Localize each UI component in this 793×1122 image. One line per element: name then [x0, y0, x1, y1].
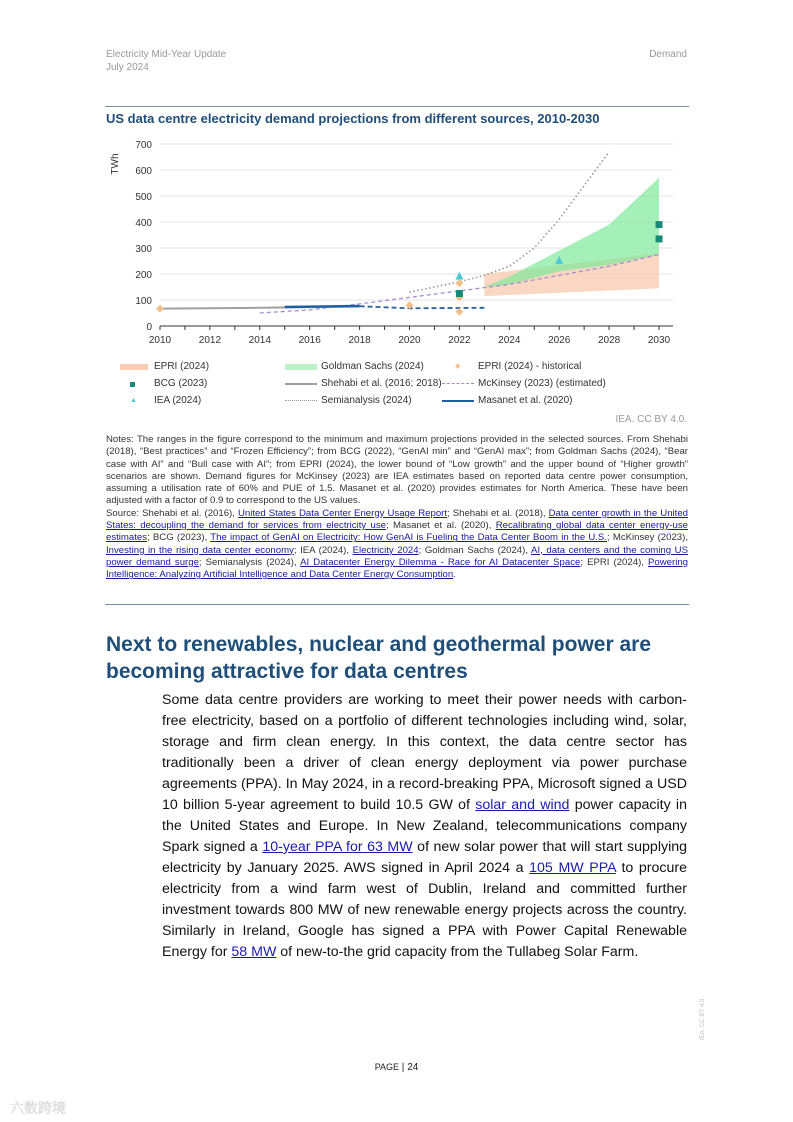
- point-iea: [455, 272, 463, 280]
- source-text: ; Semianalysis (2024),: [198, 556, 301, 568]
- source-link[interactable]: Electricity 2024: [352, 544, 419, 556]
- x-tick-label: 2010: [148, 335, 172, 346]
- legend-item: [285, 358, 442, 375]
- figure-bottom-rule: [105, 604, 689, 605]
- point-bcg: [656, 221, 663, 228]
- legend-col-1: [118, 358, 209, 409]
- x-tick-label: 2016: [298, 335, 321, 346]
- source-text: ; Goldman Sachs (2024),: [418, 544, 532, 556]
- legend-swatch: [285, 396, 317, 406]
- x-tick-label: 2028: [597, 335, 621, 346]
- source-link[interactable]: Investing in the rising data center economy: [106, 544, 294, 556]
- x-tick-label: 2012: [198, 335, 222, 346]
- legend-item: [442, 375, 606, 392]
- legend-label: Shehabi et al. (2016; 2018): [321, 378, 442, 389]
- legend-label: Semianalysis (2024): [321, 395, 412, 406]
- section-label: Demand: [649, 49, 687, 60]
- page-label: PAGE: [374, 1062, 400, 1072]
- section-heading: Next to renewables, nuclear and geothermal power are becoming attractive for data centres: [106, 633, 652, 683]
- legend-label: Goldman Sachs (2024): [321, 361, 424, 372]
- y-tick-label: 500: [135, 192, 152, 203]
- legend-item: [442, 358, 606, 375]
- legend-swatch: [118, 379, 150, 389]
- legend-label: EPRI (2024): [154, 361, 210, 372]
- point-epri-historical: [156, 305, 164, 313]
- source-link[interactable]: United States Data Center Energy Usage Report: [237, 507, 448, 519]
- x-tick-label: 2024: [498, 335, 521, 346]
- source-text: ; BCG (2023),: [147, 532, 211, 544]
- legend-swatch: [442, 396, 474, 406]
- legend-label: McKinsey (2023) (estimated): [478, 378, 606, 389]
- y-tick-label: 700: [135, 140, 152, 151]
- legend-label: BCG (2023): [154, 378, 208, 389]
- side-license: IEA. CC BY 4.0.: [700, 997, 706, 1040]
- source-text: ; Masanet et al. (2020),: [386, 520, 496, 532]
- point-epri-historical: [455, 308, 463, 316]
- point-bcg: [456, 290, 463, 297]
- y-axis-label: TWh: [110, 153, 121, 175]
- y-tick-label: 600: [135, 166, 152, 177]
- legend-label: IEA (2024): [154, 395, 202, 406]
- doc-title: Electricity Mid-Year Update: [106, 49, 227, 60]
- figure-credit: IEA. CC BY 4.0.: [615, 414, 687, 425]
- line-masanet-et-al-2020-: [285, 306, 360, 307]
- y-tick-label: 200: [135, 270, 152, 281]
- body-text: power capacity in the United States and Europe. In New Zealand, telecommunications company Spark signed a: [162, 797, 687, 855]
- body-text: to procure electricity from a wind farm west of Dublin, Ireland and committed further investment towards 800 MW of new renewable energy projects across the country. Similarly in Ireland, Google has signed a PPA with Power Capital Renewable Energy for: [162, 860, 687, 960]
- source-link[interactable]: Powering Intelligence: Analyzing Artificial Intelligence and Data Center Energy Consumption: [106, 556, 688, 581]
- body-link[interactable]: 105 MW PPA: [529, 860, 616, 876]
- legend-item: [285, 392, 442, 409]
- point-epri-historical: [455, 279, 463, 287]
- legend-swatch: ◆: [455, 362, 461, 370]
- source-text: ; McKinsey (2023),: [607, 532, 688, 544]
- x-tick-label: 2030: [647, 335, 671, 346]
- body-link[interactable]: solar and wind: [475, 797, 570, 813]
- body-text: of new solar power that will start supplying electricity by January 2025. AWS signed in April 2024 a: [162, 839, 688, 876]
- source-link[interactable]: The impact of GenAI on Electricity: How GenAI is Fueling the Data Center Boom in the U.S.: [210, 532, 607, 544]
- legend-swatch: [118, 362, 150, 372]
- source-text: .: [453, 569, 456, 581]
- legend-item: [118, 358, 209, 375]
- x-tick-label: 2014: [248, 335, 271, 346]
- legend-item: [285, 375, 442, 392]
- x-tick-label: 2018: [348, 335, 371, 346]
- body-paragraph: [162, 690, 687, 963]
- doc-date: July 2024: [106, 62, 149, 73]
- legend-swatch: [285, 362, 317, 372]
- y-tick-label: 300: [135, 244, 152, 255]
- y-tick-label: 0: [146, 322, 152, 333]
- legend-col-3: [442, 358, 606, 409]
- legend-swatch: [442, 379, 474, 389]
- figure-title: US data centre electricity demand projections from different sources, 2010-2030: [106, 111, 600, 126]
- header-left: [106, 48, 226, 74]
- legend-swatch: [285, 379, 317, 389]
- source-link[interactable]: Data center growth in the United States: decoupling the demand for services from electricity use: [106, 507, 688, 532]
- body-text: Some data centre providers are working to meet their power needs with carbon-free electricity, based on a portfolio of different technologies including wind, solar, storage and firm clean energy. In this context, the data centre sector has traditionally been a driver of clean energy deployment via power purchase agreements (PPA). In May 2024, in a record-breaking PPA, Microsoft signed a USD 10 billion 5-year agreement to build 10.5 GW of: [162, 692, 687, 813]
- body-link[interactable]: 58 MW: [231, 944, 277, 960]
- source-text: ; IEA (2024),: [293, 544, 353, 556]
- page-number: PAGE | 24: [374, 1062, 419, 1073]
- figure-notes: [106, 434, 688, 582]
- point-bcg: [656, 235, 663, 242]
- body-link[interactable]: 10-year PPA for 63 MW: [262, 839, 413, 855]
- legend-item: [118, 375, 209, 392]
- source-link[interactable]: Recalibrating global data center energy-use estimates: [106, 520, 689, 544]
- y-tick-label: 100: [135, 296, 152, 307]
- page-number-value: 24: [407, 1062, 419, 1073]
- y-tick-label: 400: [135, 218, 152, 229]
- source-text: ; EPRI (2024),: [580, 556, 648, 568]
- legend-col-2: [285, 358, 442, 409]
- x-tick-label: 2026: [548, 335, 571, 346]
- legend-swatch: ▲: [130, 396, 137, 404]
- source-link[interactable]: AI Datacenter Energy Dilemma - Race for AI Datacenter Space: [300, 556, 581, 568]
- x-tick-label: 2022: [448, 335, 471, 346]
- legend-label: Masanet et al. (2020): [478, 395, 573, 406]
- source-text: ; Shehabi et al. (2018),: [447, 507, 549, 519]
- sources: [106, 508, 688, 582]
- legend-item: [118, 392, 209, 409]
- figure-top-rule: [105, 106, 689, 107]
- body-text: of new-to-the grid capacity from the Tullabeg Solar Farm.: [276, 944, 639, 960]
- notes-text: Notes: The ranges in the figure correspond to the minimum and maximum projections provided in the selected sources. From Shehabi (2018), “Best practices” and “Frozen Efficiency”; from BCG (2022), “GenAI min” and “GenAI max”; from Goldman Sachs (2024), “Bear case with AI” and “Bull case with AI”; from EPRI (2024), the lower bound of “Low growth” and the upper bound of “Higher growth” scenarios are shown. Demand figures for McKinsey (2023) are IEA estimates based on reported data centre power consumption, assuming a utilisation rate of 60% and PUE of 1.5. Masanet et al. (2020) provides estimates for North America. These have been adjusted with a factor of 0.9 to correspond to the US values.: [106, 434, 688, 507]
- legend-label: EPRI (2024) - historical: [478, 361, 582, 372]
- legend-item: [442, 392, 606, 409]
- demand-chart: [100, 130, 690, 350]
- line-masanet-et-al-2020-projection: [360, 306, 485, 308]
- x-tick-label: 2020: [398, 335, 421, 346]
- source-text: Source: Shehabi et al. (2016),: [106, 507, 238, 519]
- source-link[interactable]: AI, data centers and the coming US power demand surge: [106, 544, 688, 568]
- watermark: 六数跨境: [10, 1100, 66, 1116]
